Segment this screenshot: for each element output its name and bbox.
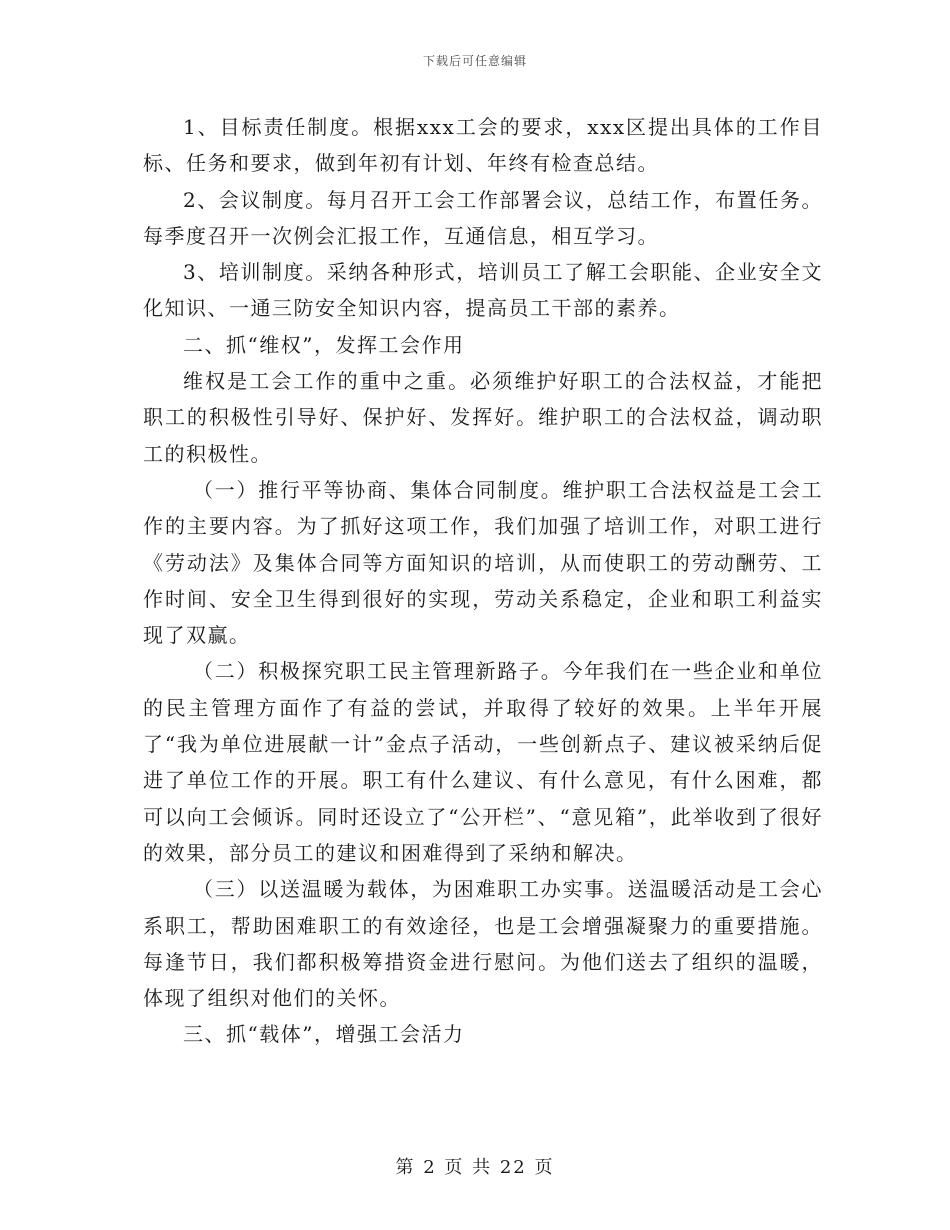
paragraph-target-responsibility: 1、目标责任制度。根据xxx工会的要求，xxx区提出具体的工作目标、任务和要求，做到年初有计划、年终有检查总结。 [143, 115, 823, 176]
document-body [143, 109, 823, 1053]
section-heading-carrier: 三、抓“载体”，增强工会活力 [183, 1022, 465, 1047]
section-heading-rights: 二、抓“维权”，发挥工会作用 [183, 332, 465, 357]
paragraph-send-warmth: （三）以送温暖为载体，为困难职工办实事。送温暖活动是工会心系职工，帮助困难职工的有效途径，也是工会增强凝聚力的重要措施。每逢节日，我们都积极筹措资金进行慰问。为他们送去了组织的温暖，体现了组织对他们的关怀。 [143, 877, 823, 1011]
page-number-footer: 第 2 页 共 22 页 [395, 1157, 555, 1178]
paragraph-rights-intro: 维权是工会工作的重中之重。必须维护好职工的合法权益，才能把职工的积极性引导好、保护好、发挥好。维护职工的合法权益，调动职工的积极性。 [143, 369, 823, 466]
paragraph-meeting-system: 2、会议制度。每月召开工会工作部署会议，总结工作，布置任务。每季度召开一次例会汇报工作，互通信息，相互学习。 [143, 187, 823, 248]
page-header-note: 下载后可任意编辑 [422, 54, 527, 68]
paragraph-collective-contract: （一）推行平等协商、集体合同制度。维护职工合法权益是工会工作的主要内容。为了抓好这项工作，我们加强了培训工作，对职工进行《劳动法》及集体合同等方面知识的培训，从而使职工的劳动酬劳、工作时间、安全卫生得到很好的实现，劳动关系稳定，企业和职工利益实现了双赢。 [143, 477, 823, 648]
paragraph-democratic-management: （二）积极探究职工民主管理新路子。今年我们在一些企业和单位的民主管理方面作了有益的尝试，并取得了较好的效果。上半年开展了“我为单位进展献一计”金点子活动，一些创新点子、建议被采纳后促进了单位工作的开展。职工有什么建议、有什么意见，有什么困难，都可以向工会倾诉。同时还设立了“公开栏”、“意见箱”，此举收到了很好的效果，部分员工的建议和困难得到了采纳和解决。 [143, 659, 823, 865]
paragraph-training-system: 3、培训制度。采纳各种形式，培训员工了解工会职能、企业安全文化知识、一通三防安全知识内容，提高员工干部的素养。 [143, 260, 823, 321]
